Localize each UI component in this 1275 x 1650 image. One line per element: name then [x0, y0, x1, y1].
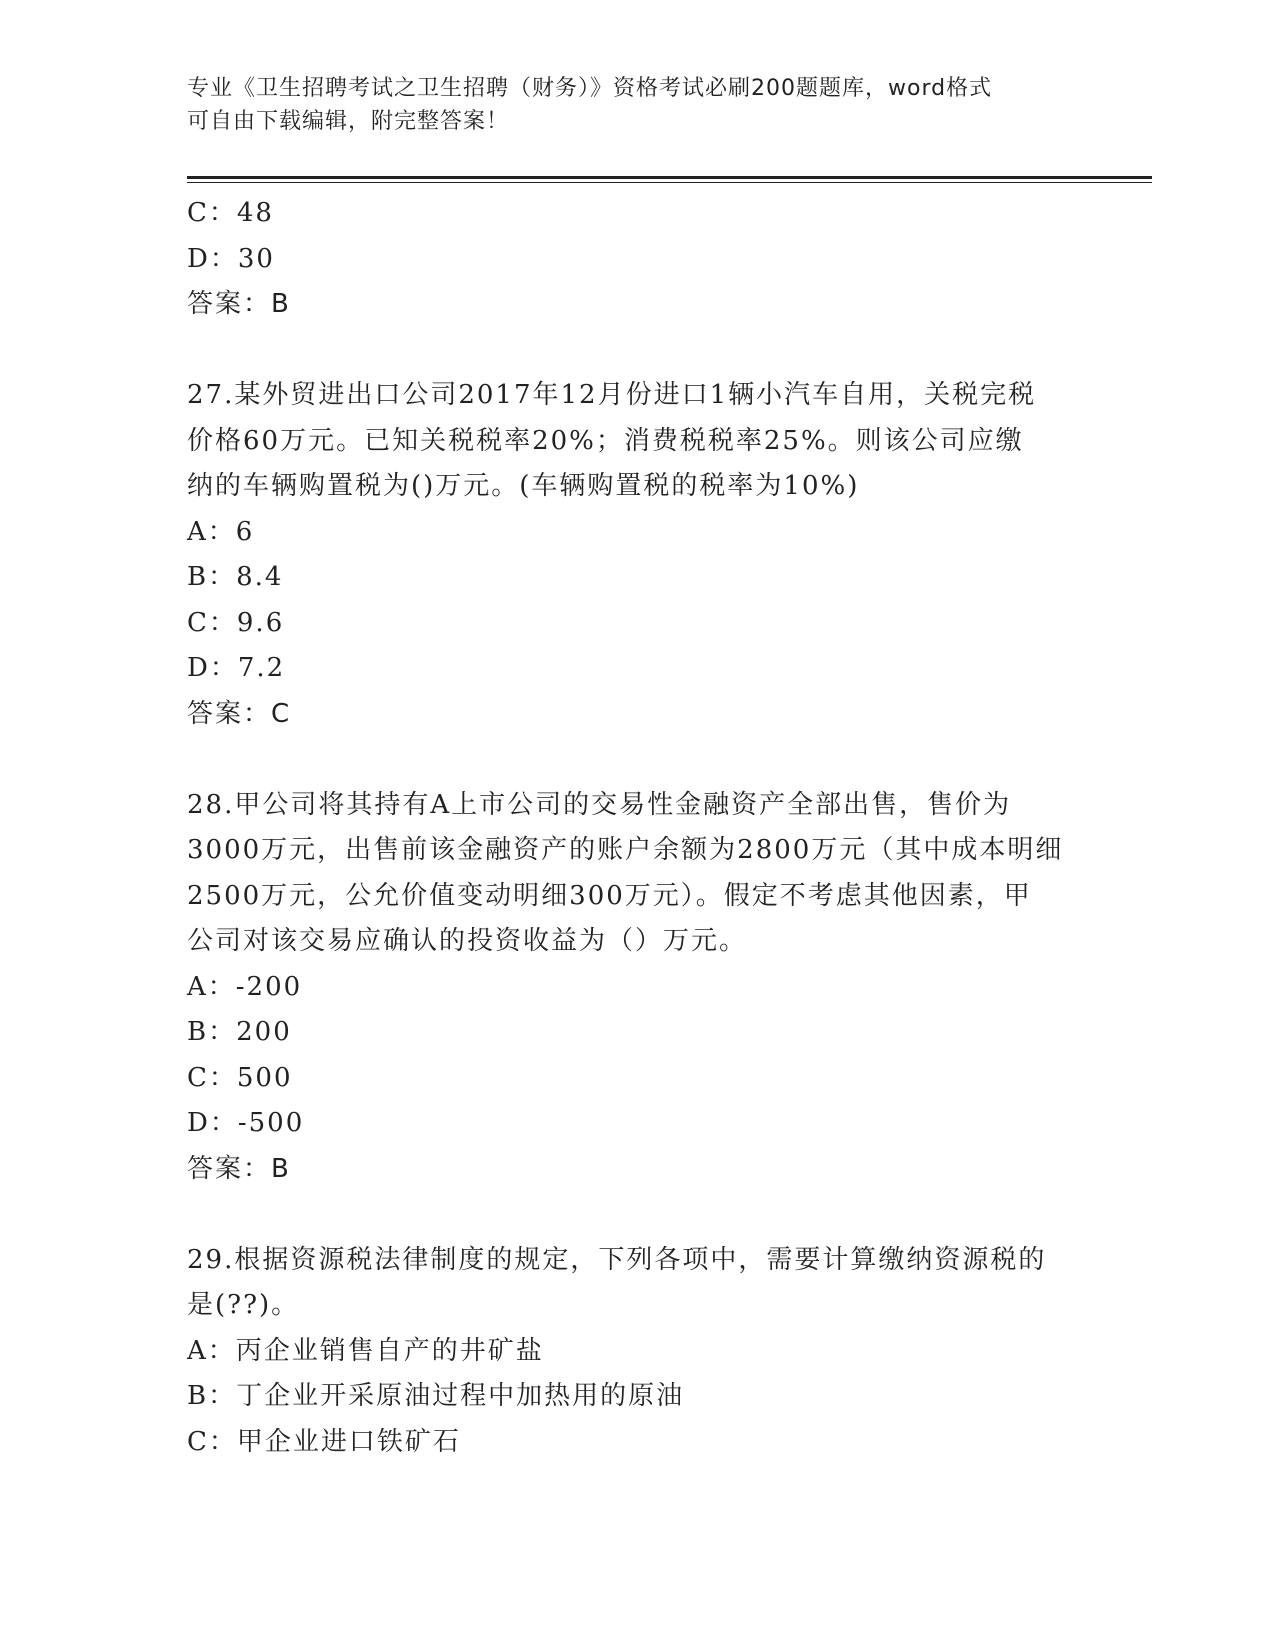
question-line: 29.根据资源税法律制度的规定，下列各项中，需要计算缴纳资源税的 — [187, 1244, 1047, 1275]
spacer — [187, 737, 1087, 783]
answer-line: 答案：B — [187, 1153, 291, 1184]
question-line: 价格60万元。已知关税税率20%；消费税税率25%。则该公司应缴 — [187, 425, 1024, 456]
header-rule-thin — [187, 182, 1152, 183]
answer-line: 答案：C — [187, 698, 292, 729]
question-28 — [187, 783, 1087, 1193]
header-line-2: 可自由下载编辑，附完整答案！ — [187, 109, 510, 134]
option-c: C：甲企业进口铁矿石 — [187, 1426, 461, 1457]
header-rule-thick — [187, 176, 1152, 179]
spacer — [187, 328, 1087, 374]
option-a: A：-200 — [187, 971, 303, 1002]
document-header — [187, 72, 1067, 138]
question-29 — [187, 1238, 1087, 1466]
answer-line: 答案：B — [187, 289, 291, 319]
option-a: A：6 — [187, 516, 255, 547]
question-line: 3000万元，出售前该金融资产的账户余额为2800万元（其中成本明细 — [187, 835, 1064, 865]
question-26-tail — [187, 191, 1087, 328]
option-b: B：200 — [187, 1017, 292, 1047]
option-c: C：48 — [187, 198, 274, 228]
question-text — [187, 783, 1087, 965]
document-body — [187, 191, 1087, 1465]
option-b: B：丁企业开采原油过程中加热用的原油 — [187, 1381, 685, 1411]
option-b: B：8.4 — [187, 562, 284, 592]
question-line: 28.甲公司将其持有A上市公司的交易性金融资产全部出售，售价为 — [187, 789, 1012, 820]
question-27 — [187, 373, 1087, 737]
option-d: D：7.2 — [187, 653, 286, 683]
header-line-1: 专业《卫生招聘考试之卫生招聘（财务）》资格考试必刷200题题库，word格式 — [187, 76, 993, 101]
option-a: A：丙企业销售自产的井矿盐 — [187, 1335, 544, 1366]
question-text — [187, 373, 1087, 510]
question-text — [187, 1238, 1087, 1329]
question-line: 27.某外贸进出口公司2017年12月份进口1辆小汽车自用，关税完税 — [187, 380, 1037, 410]
spacer — [187, 1192, 1087, 1238]
option-d: D：30 — [187, 243, 275, 274]
option-d: D：-500 — [187, 1108, 305, 1138]
option-c: C：9.6 — [187, 607, 285, 638]
question-line: 是(??)。 — [187, 1290, 300, 1320]
question-line: 公司对该交易应确认的投资收益为（）万元。 — [187, 926, 748, 956]
question-line: 2500万元，公允价值变动明细300万元）。假定不考虑其他因素，甲 — [187, 880, 1032, 911]
question-line: 纳的车辆购置税为()万元。(车辆购置税的税率为10%) — [187, 471, 860, 501]
option-c: C：500 — [187, 1062, 293, 1093]
